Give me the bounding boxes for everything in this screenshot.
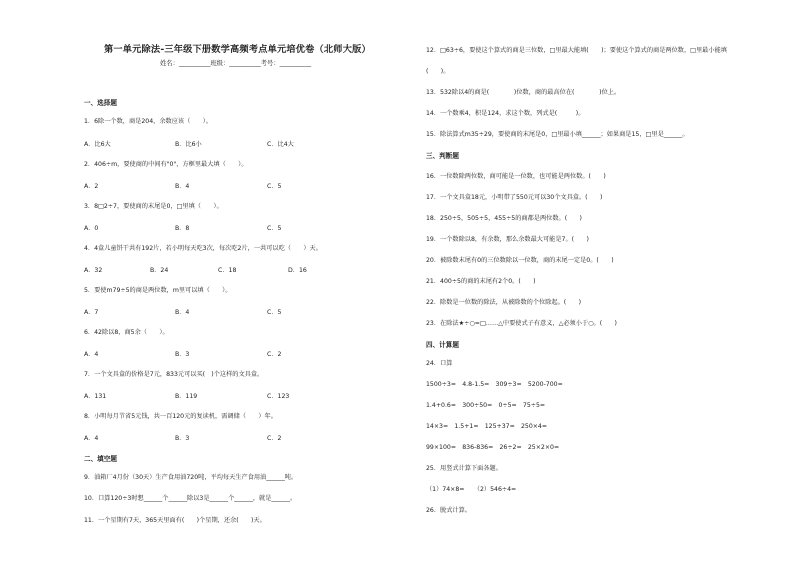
question-26: 26．脱式计算。	[426, 507, 471, 514]
q1-option-b: B．比6小	[175, 141, 202, 148]
q5-option-a: A．7	[84, 309, 99, 316]
question-5: 5．要使m79÷5的商是两位数，m里可以填（ ）。	[84, 287, 232, 294]
question-22: 22．除数是一位数的除法，从被除数的个位除起。( )	[426, 299, 582, 306]
q8-option-c: C．2	[267, 435, 282, 442]
question-9: 9．油箱厂4月份（30天）生产食用油720吨，平均每天生产食用油______吨。	[84, 474, 298, 481]
question-12-cont: ( )。	[426, 68, 450, 75]
q4-option-a: A．32	[84, 267, 103, 274]
q5-option-c: C．5	[267, 309, 282, 316]
question-3: 3．8□2÷7，要使商的末尾是0，□里填（ ）。	[84, 203, 223, 210]
q1-option-a: A．比6大	[84, 141, 111, 148]
question-13: 13．532除以4的商是( )位数，商的最高位在( )位上。	[426, 89, 621, 96]
mental-calc-row-4: 99×100= 836-836= 26÷2= 25×2×0=	[426, 444, 560, 451]
mental-calc-row-3: 14×3= 1.5+1= 125+37= 250×4=	[426, 423, 548, 430]
q4-option-d: D．16	[288, 267, 307, 274]
q3-option-b: B．8	[175, 225, 190, 232]
section-heading-fill: 二、填空题	[84, 455, 117, 463]
q3-option-c: C．5	[267, 225, 282, 232]
q4-option-c: C．18	[218, 267, 237, 274]
q7-option-a: A．131	[84, 393, 107, 400]
q8-option-b: B．3	[175, 435, 190, 442]
q6-option-b: B．3	[175, 351, 190, 358]
mental-calc-row-1: 1500÷3= 4.8-1.5= 309÷3= 5200-700=	[426, 381, 563, 388]
q6-option-a: A．4	[84, 351, 99, 358]
section-heading-choice: 一、选择题	[84, 99, 117, 107]
section-heading-judge: 三、判断题	[426, 152, 459, 160]
q2-option-a: A．2	[84, 183, 99, 190]
question-10: 10．口算120÷3时想______个______除以3是______个______，就是______。	[84, 495, 297, 502]
q1-option-c: C．比4大	[267, 141, 294, 148]
mental-calc-row-2: 1.4+0.6= 300÷50= 0÷5= 75÷5=	[426, 402, 546, 409]
question-6: 6．42除以8，商5余（ ）。	[84, 329, 169, 336]
q7-option-b: B．119	[175, 393, 198, 400]
question-1: 1．6除一个数，商是204，余数应该（ ）。	[84, 118, 212, 125]
q5-option-b: B．4	[175, 309, 190, 316]
question-25-items: （1）74×8= （2）546÷4=	[426, 486, 517, 493]
q8-option-a: A．4	[84, 435, 99, 442]
question-12: 12．□63÷6，要使这个算式的商是三位数，□里最大能填( )；要使这个算式的商是两位数，□里最小能填	[426, 47, 727, 54]
question-19: 19．一个数除以8，有余数，那么余数最大可能是7。( )	[426, 236, 589, 243]
question-2: 2．406÷m，要使商的中间有"0"，方框里最大填（ ）。	[84, 161, 248, 168]
question-24: 24．口算	[426, 360, 453, 367]
question-23: 23．在除法★÷○=□……△中要使式子有意义，△必须小于○。( )	[426, 320, 617, 327]
q2-option-b: B．4	[175, 183, 190, 190]
q4-option-b: B．24	[150, 267, 169, 274]
question-21: 21．400÷5的商的末尾有2个0。( )	[426, 278, 536, 285]
question-15: 15．除法算式m35÷29，要使商的末尾是0，□里最小填______；如果商是15，□里是______。	[426, 131, 689, 138]
question-17: 17．一个文具盒18元，小明带了550元可以30个文具盒。( )	[426, 194, 603, 201]
question-16: 16．一位数除两位数，商可能是一位数，也可能是两位数。( )	[426, 173, 606, 180]
student-info-line: 姓名：__________班级：__________考号：__________	[160, 60, 312, 67]
question-14: 14．一个数乘4，积是124，求这个数，列式是( )。	[426, 110, 585, 117]
q7-option-c: C．123	[267, 393, 290, 400]
question-20: 20．被除数末尾有0的三位数除以一位数，商的末尾一定是0。( )	[426, 257, 614, 264]
question-11: 11．一个星期有7天，365天里面有( )个星期，还余( )天。	[84, 517, 266, 524]
question-25: 25．用竖式计算下面各题。	[426, 465, 502, 472]
page-title: 第一单元除法-三年级下册数学高频考点单元培优卷（北师大版）	[104, 44, 371, 55]
section-heading-calc: 四、计算题	[426, 341, 459, 349]
q2-option-c: C．5	[267, 183, 282, 190]
question-8: 8．小明每月节省5元钱，共一百120元的复读机，需调储（ ）年。	[84, 413, 277, 420]
question-7: 7．一个文具盒的价格是7元，833元可以买( )个这样的文具盒。	[84, 371, 264, 378]
q3-option-a: A．0	[84, 225, 99, 232]
question-18: 18．250÷5，505÷5，455÷5的商都是两位数。( )	[426, 215, 582, 222]
question-4: 4．4盒儿童饼干共有192片，若小明每天吃3次，每次吃2片，一共可以吃（ ）天。	[84, 245, 322, 252]
q6-option-c: C．2	[267, 351, 282, 358]
